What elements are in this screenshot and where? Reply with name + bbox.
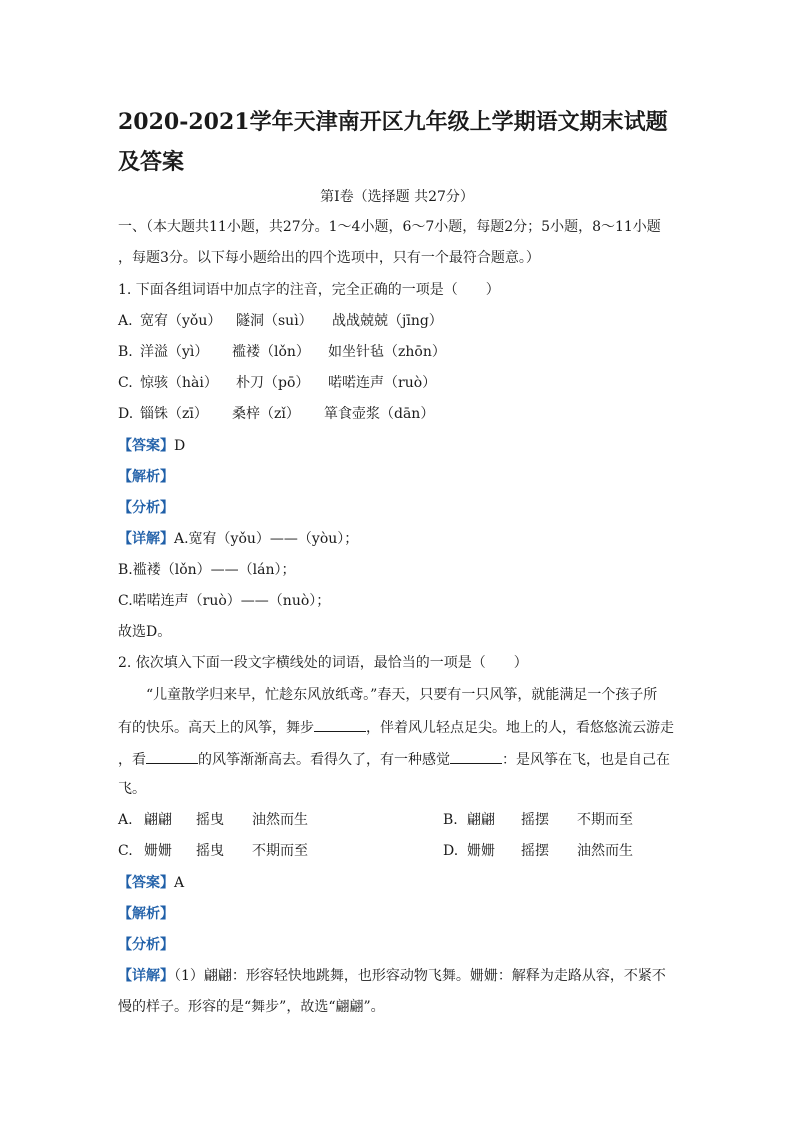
option-word: 油然而生 [252,812,308,828]
option-word: 喏喏连声（ruò） [328,375,437,391]
q1-analysis-tag [118,468,174,486]
analysis-tag: 【解析】 [118,906,174,922]
option-label: C. [118,375,133,391]
q1-option-b [118,343,446,361]
option-word: 摇曳 [196,812,224,828]
q2-stem: 2. 依次填入下面一段文字横线处的词语，最恰当的一项是（ ） [118,655,528,671]
option-label: D. [443,843,459,859]
answer-value: A [174,875,185,891]
option-word: 油然而生 [577,843,633,859]
option-word: 翩翩 [467,812,495,828]
option-word: 摇摆 [521,812,549,828]
q1-detail-line-2: B.褴褛（lǒn）——（lán）； [118,562,296,578]
option-word: 不期而至 [252,843,308,859]
q2-option-a [118,811,308,829]
fenxi-tag: 【分析】 [118,500,174,516]
q2-analysis-tag [118,905,174,923]
option-word: 战战兢兢（jīng） [332,313,443,329]
instructions-line-1: 一、（本大题共11小题，共27分。1～4小题，6～7小题，每题2分；5小题，8～11小题 [118,219,661,235]
q2-paragraph-line-2 [118,717,674,737]
paragraph-text: ，看 [118,752,146,768]
answer-tag: 【答案】 [118,438,174,454]
q1-answer [118,437,185,455]
q2-detail-line-2: 慢的样子。形容的是“舞步”，故选“翩翩”。 [118,999,385,1015]
option-word: 摇曳 [196,843,224,859]
option-word: 隧洞（suì） [236,313,313,329]
q2-option-c [118,842,308,860]
paragraph-text: 的风筝渐渐高去。看得久了，有一种感觉 [198,752,450,768]
option-label: A. [118,812,133,828]
fenxi-tag: 【分析】 [118,937,174,953]
q2-answer [118,874,184,892]
option-word: 锱铢（zī） [140,406,208,422]
q1-detail-line-3: C.喏喏连声（ruò）——（nuò）； [118,593,331,609]
answer-value: D [174,438,186,454]
analysis-tag: 【解析】 [118,469,174,485]
detail-tag: 【详解】 [118,968,174,984]
fill-blank-2 [146,749,198,764]
q2-detail-line-1 [118,967,666,985]
option-word: 翩翩 [144,812,172,828]
option-word: 姗姗 [144,843,172,859]
q1-option-c [118,374,436,392]
answer-tag: 【答案】 [118,875,174,891]
q1-option-a [118,312,443,330]
detail-text: （1）翩翩：形容轻快地跳舞，也形容动物飞舞。姗姗：解释为走路从容，不紧不 [174,968,666,984]
option-word: 宽宥（yǒu） [140,313,222,329]
option-word: 如坐针毡（zhōn） [328,344,446,360]
option-label: D. [118,406,134,422]
option-label: C. [118,843,133,859]
q1-detail-line-1 [118,530,358,548]
q2-paragraph-line-3 [118,749,670,769]
option-word: 箪食壶浆（dān） [324,406,435,422]
paragraph-text: ：是风筝在飞，也是自己在 [502,752,670,768]
q2-option-d [443,842,633,860]
option-word: 姗姗 [467,843,495,859]
q1-stem: 1. 下面各组词语中加点字的注音，完全正确的一项是（ ） [118,282,500,298]
option-word: 不期而至 [577,812,633,828]
option-word: 朴刀（pō） [236,375,310,391]
option-word: 洋溢（yì） [140,344,209,360]
q2-paragraph-line-1: “儿童散学归来早，忙趁东风放纸鸢。”春天，只要有一只风筝，就能满足一个孩子所 [146,687,658,703]
option-label: A. [118,313,133,329]
option-word: 摇摆 [521,843,549,859]
document-title: 2020-2021学年天津南开区九年级上学期语文期末试题及答案 [118,109,668,175]
option-word: 桑梓（zǐ） [232,406,300,422]
option-label: B. [118,344,133,360]
fill-blank-3 [450,749,502,764]
q1-conclusion: 故选D。 [118,624,172,640]
detail-tag: 【详解】 [118,531,174,547]
q1-fenxi-tag [118,499,174,517]
option-word: 褴褛（lǒn） [232,344,310,360]
section-header: 第Ⅰ卷（选择题 共27分） [320,189,474,205]
q2-fenxi-tag [118,936,174,954]
q2-paragraph-line-4: 飞。 [118,781,146,797]
detail-text: A.宽宥（yǒu）——（yòu）； [174,531,359,547]
option-word: 惊骇（hài） [140,375,218,391]
q1-option-d [118,405,434,423]
paragraph-text: 有的快乐。高天上的风筝，舞步 [118,720,314,736]
option-label: B. [443,812,458,828]
fill-blank-1 [314,717,366,732]
q2-option-b [443,811,633,829]
paragraph-text: ，伴着风儿轻点足尖。地上的人，看悠悠流云游走 [366,720,674,736]
instructions-line-2: ，每题3分。以下每小题给出的四个选项中，只有一个最符合题意。） [118,250,540,266]
